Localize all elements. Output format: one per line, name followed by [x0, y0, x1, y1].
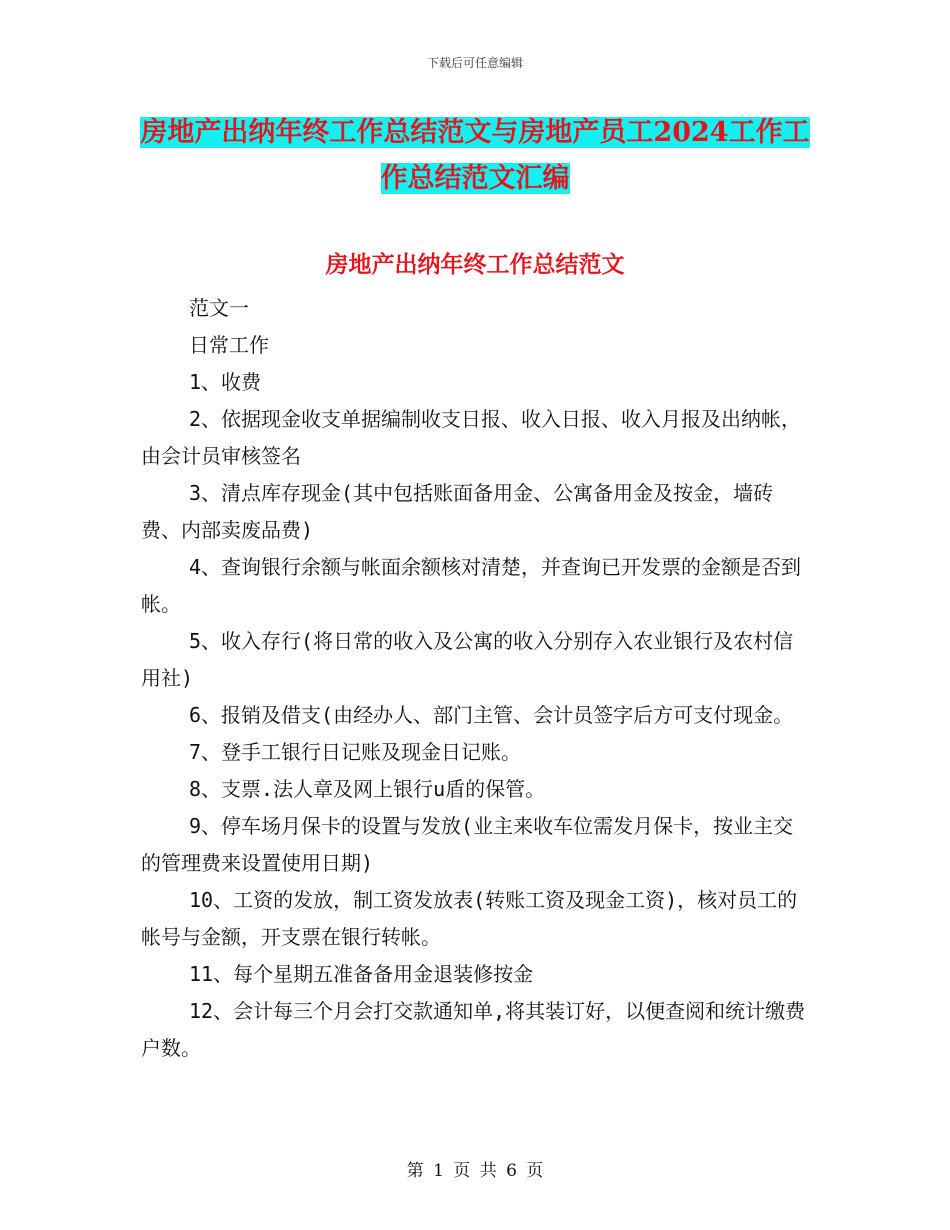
paragraph: 范文一: [189, 296, 249, 320]
paragraph: 4、查询银行余额与帐面余额核对清楚，并查询已开发票的金额是否到帐。: [141, 555, 802, 616]
section-title: 房地产出纳年终工作总结范文: [325, 251, 625, 278]
document-body: [141, 290, 811, 1067]
paragraph: 5、收入存行(将日常的收入及公寓的收入分别存入农业银行及农村信用社): [141, 629, 794, 690]
paragraph: 1、收费: [189, 370, 262, 394]
paragraph: 7、登手工银行日记账及现金日记账。: [189, 740, 522, 764]
paragraph: 日常工作: [189, 333, 269, 357]
paragraph: 10、工资的发放，制工资发放表(转账工资及现金工资)，核对员工的帐号与金额，开支票在银行转帐。: [141, 888, 798, 949]
page-number-footer: 第 1 页 共 6 页: [406, 1161, 544, 1181]
paragraph: 9、停车场月保卡的设置与发放(业主来收车位需发月保卡，按业主交的管理费来设置使用日期): [141, 814, 794, 875]
paragraph: 3、清点库存现金(其中包括账面备用金、公寓备用金及按金，墙砖费、内部卖废品费): [141, 481, 774, 542]
paragraph: 8、支票.法人章及网上银行u盾的保管。: [189, 777, 546, 801]
paragraph: 6、报销及借支(由经办人、部门主管、会计员签字后方可支付现金。: [189, 703, 794, 727]
document-title: [140, 110, 810, 202]
page-header-note: 下载后可任意编辑: [426, 56, 523, 70]
paragraph: 2、依据现金收支单据编制收支日报、收入日报、收入月报及出纳帐，由会计员审核签名: [141, 407, 802, 468]
paragraph: 11、每个星期五准备备用金退装修按金: [189, 962, 534, 986]
paragraph: 12、会计每三个月会打交款通知单,将其装订好，以便查阅和统计缴费户数。: [141, 999, 806, 1060]
document-title-text: 房地产出纳年终工作总结范文与房地产员工2024工作工作总结范文汇编: [140, 117, 810, 194]
